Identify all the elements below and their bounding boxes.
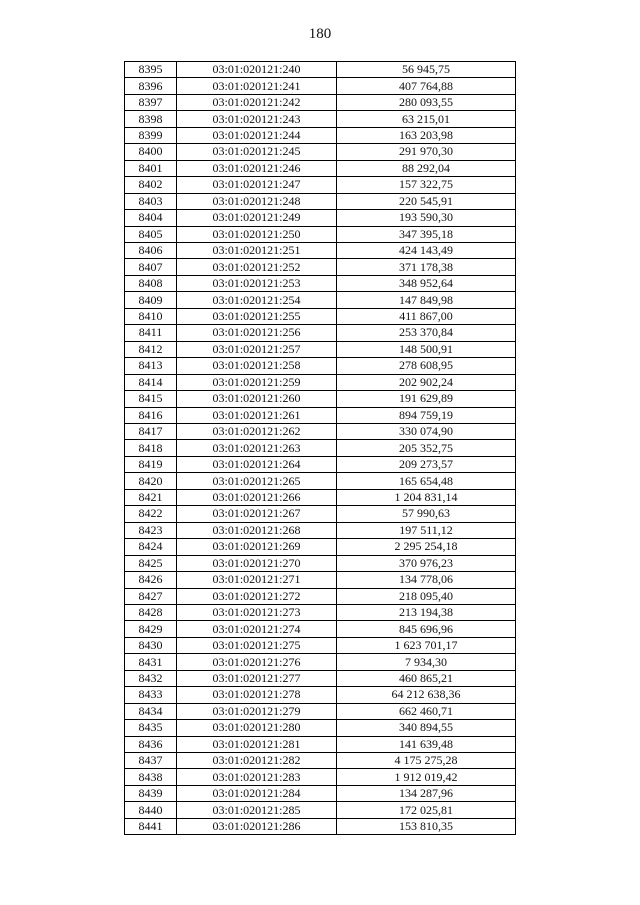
cadastral-number-cell: 03:01:020121:272 <box>177 588 337 604</box>
cadastral-number-cell: 03:01:020121:249 <box>177 210 337 226</box>
table-row <box>125 489 516 505</box>
value-cell: 218 095,40 <box>337 588 516 604</box>
row-number-cell: 8440 <box>125 802 177 818</box>
value-cell: 330 074,90 <box>337 423 516 439</box>
value-cell: 2 295 254,18 <box>337 539 516 555</box>
cadastral-number-cell: 03:01:020121:283 <box>177 769 337 785</box>
table-row <box>125 604 516 620</box>
value-cell: 278 608,95 <box>337 358 516 374</box>
table-row <box>125 193 516 209</box>
table-row <box>125 703 516 719</box>
row-number-cell: 8417 <box>125 423 177 439</box>
table-row <box>125 572 516 588</box>
row-number-cell: 8396 <box>125 78 177 94</box>
table-row <box>125 736 516 752</box>
table-row <box>125 720 516 736</box>
row-number-cell: 8421 <box>125 489 177 505</box>
table-row <box>125 259 516 275</box>
row-number-cell: 8409 <box>125 292 177 308</box>
value-cell: 56 945,75 <box>337 62 516 78</box>
cadastral-number-cell: 03:01:020121:250 <box>177 226 337 242</box>
cadastral-number-cell: 03:01:020121:286 <box>177 818 337 834</box>
row-number-cell: 8412 <box>125 341 177 357</box>
table-row <box>125 78 516 94</box>
table-row <box>125 555 516 571</box>
value-cell: 4 175 275,28 <box>337 753 516 769</box>
table-row <box>125 588 516 604</box>
value-cell: 371 178,38 <box>337 259 516 275</box>
row-number-cell: 8413 <box>125 358 177 374</box>
value-cell: 163 203,98 <box>337 127 516 143</box>
table-row <box>125 177 516 193</box>
value-cell: 411 867,00 <box>337 308 516 324</box>
cadastral-number-cell: 03:01:020121:258 <box>177 358 337 374</box>
table-row <box>125 407 516 423</box>
table-body <box>125 62 516 835</box>
value-cell: 340 894,55 <box>337 720 516 736</box>
row-number-cell: 8424 <box>125 539 177 555</box>
table-row <box>125 358 516 374</box>
row-number-cell: 8436 <box>125 736 177 752</box>
row-number-cell: 8429 <box>125 621 177 637</box>
cadastral-number-cell: 03:01:020121:253 <box>177 275 337 291</box>
cadastral-number-cell: 03:01:020121:273 <box>177 604 337 620</box>
cadastral-number-cell: 03:01:020121:252 <box>177 259 337 275</box>
row-number-cell: 8431 <box>125 654 177 670</box>
cadastral-number-cell: 03:01:020121:285 <box>177 802 337 818</box>
table-row <box>125 325 516 341</box>
value-cell: 662 460,71 <box>337 703 516 719</box>
table-row <box>125 440 516 456</box>
row-number-cell: 8420 <box>125 473 177 489</box>
table-row <box>125 670 516 686</box>
cadastral-number-cell: 03:01:020121:284 <box>177 785 337 801</box>
cadastral-number-cell: 03:01:020121:276 <box>177 654 337 670</box>
cadastral-number-cell: 03:01:020121:267 <box>177 506 337 522</box>
value-cell: 845 696,96 <box>337 621 516 637</box>
value-cell: 348 952,64 <box>337 275 516 291</box>
cadastral-number-cell: 03:01:020121:263 <box>177 440 337 456</box>
value-cell: 894 759,19 <box>337 407 516 423</box>
cadastral-number-cell: 03:01:020121:271 <box>177 572 337 588</box>
row-number-cell: 8437 <box>125 753 177 769</box>
cadastral-number-cell: 03:01:020121:268 <box>177 522 337 538</box>
value-cell: 202 902,24 <box>337 374 516 390</box>
cadastral-number-cell: 03:01:020121:264 <box>177 456 337 472</box>
cadastral-number-cell: 03:01:020121:259 <box>177 374 337 390</box>
value-cell: 205 352,75 <box>337 440 516 456</box>
row-number-cell: 8405 <box>125 226 177 242</box>
row-number-cell: 8426 <box>125 572 177 588</box>
row-number-cell: 8439 <box>125 785 177 801</box>
row-number-cell: 8415 <box>125 391 177 407</box>
value-cell: 370 976,23 <box>337 555 516 571</box>
row-number-cell: 8427 <box>125 588 177 604</box>
row-number-cell: 8411 <box>125 325 177 341</box>
cadastral-number-cell: 03:01:020121:278 <box>177 687 337 703</box>
table-row <box>125 210 516 226</box>
table-row <box>125 456 516 472</box>
table-row <box>125 539 516 555</box>
row-number-cell: 8419 <box>125 456 177 472</box>
row-number-cell: 8399 <box>125 127 177 143</box>
row-number-cell: 8435 <box>125 720 177 736</box>
table-row <box>125 473 516 489</box>
table-row <box>125 391 516 407</box>
row-number-cell: 8408 <box>125 275 177 291</box>
table-row <box>125 753 516 769</box>
cadastral-number-cell: 03:01:020121:240 <box>177 62 337 78</box>
value-cell: 197 511,12 <box>337 522 516 538</box>
cadastral-number-cell: 03:01:020121:241 <box>177 78 337 94</box>
row-number-cell: 8404 <box>125 210 177 226</box>
table-row <box>125 62 516 78</box>
table-row <box>125 637 516 653</box>
cadastral-number-cell: 03:01:020121:243 <box>177 111 337 127</box>
cadastral-number-cell: 03:01:020121:245 <box>177 144 337 160</box>
cadastral-number-cell: 03:01:020121:275 <box>177 637 337 653</box>
value-cell: 460 865,21 <box>337 670 516 686</box>
value-cell: 172 025,81 <box>337 802 516 818</box>
table-row <box>125 687 516 703</box>
table-row <box>125 292 516 308</box>
row-number-cell: 8418 <box>125 440 177 456</box>
table-row <box>125 769 516 785</box>
row-number-cell: 8403 <box>125 193 177 209</box>
cadastral-number-cell: 03:01:020121:279 <box>177 703 337 719</box>
row-number-cell: 8430 <box>125 637 177 653</box>
value-cell: 220 545,91 <box>337 193 516 209</box>
cadastral-number-cell: 03:01:020121:248 <box>177 193 337 209</box>
cadastral-number-cell: 03:01:020121:270 <box>177 555 337 571</box>
value-cell: 191 629,89 <box>337 391 516 407</box>
row-number-cell: 8407 <box>125 259 177 275</box>
value-cell: 1 623 701,17 <box>337 637 516 653</box>
page-number: 180 <box>308 26 332 42</box>
value-cell: 157 322,75 <box>337 177 516 193</box>
row-number-cell: 8438 <box>125 769 177 785</box>
table-row <box>125 654 516 670</box>
table-row <box>125 341 516 357</box>
cadastral-number-cell: 03:01:020121:257 <box>177 341 337 357</box>
cadastral-number-cell: 03:01:020121:265 <box>177 473 337 489</box>
table-row <box>125 818 516 834</box>
table-row <box>125 94 516 110</box>
cadastral-number-cell: 03:01:020121:260 <box>177 391 337 407</box>
value-cell: 193 590,30 <box>337 210 516 226</box>
cadastral-number-cell: 03:01:020121:246 <box>177 160 337 176</box>
table-row <box>125 308 516 324</box>
value-cell: 347 395,18 <box>337 226 516 242</box>
value-cell: 209 273,57 <box>337 456 516 472</box>
value-cell: 64 212 638,36 <box>337 687 516 703</box>
table-row <box>125 111 516 127</box>
row-number-cell: 8410 <box>125 308 177 324</box>
cadastral-number-cell: 03:01:020121:247 <box>177 177 337 193</box>
cadastral-number-cell: 03:01:020121:269 <box>177 539 337 555</box>
row-number-cell: 8402 <box>125 177 177 193</box>
table-row <box>125 621 516 637</box>
row-number-cell: 8397 <box>125 94 177 110</box>
row-number-cell: 8395 <box>125 62 177 78</box>
value-cell: 147 849,98 <box>337 292 516 308</box>
value-cell: 7 934,30 <box>337 654 516 670</box>
row-number-cell: 8425 <box>125 555 177 571</box>
cadastral-number-cell: 03:01:020121:277 <box>177 670 337 686</box>
value-cell: 88 292,04 <box>337 160 516 176</box>
cadastral-number-cell: 03:01:020121:266 <box>177 489 337 505</box>
value-cell: 213 194,38 <box>337 604 516 620</box>
cadastral-number-cell: 03:01:020121:244 <box>177 127 337 143</box>
value-cell: 291 970,30 <box>337 144 516 160</box>
row-number-cell: 8416 <box>125 407 177 423</box>
value-cell: 253 370,84 <box>337 325 516 341</box>
value-cell: 1 204 831,14 <box>337 489 516 505</box>
row-number-cell: 8406 <box>125 242 177 258</box>
cadastral-number-cell: 03:01:020121:255 <box>177 308 337 324</box>
row-number-cell: 8422 <box>125 506 177 522</box>
table-row <box>125 275 516 291</box>
row-number-cell: 8434 <box>125 703 177 719</box>
value-cell: 280 093,55 <box>337 94 516 110</box>
cadastral-number-cell: 03:01:020121:282 <box>177 753 337 769</box>
value-cell: 424 143,49 <box>337 242 516 258</box>
row-number-cell: 8398 <box>125 111 177 127</box>
row-number-cell: 8432 <box>125 670 177 686</box>
row-number-cell: 8401 <box>125 160 177 176</box>
value-cell: 153 810,35 <box>337 818 516 834</box>
cadastral-number-cell: 03:01:020121:254 <box>177 292 337 308</box>
cadastral-number-cell: 03:01:020121:262 <box>177 423 337 439</box>
value-cell: 134 287,96 <box>337 785 516 801</box>
row-number-cell: 8428 <box>125 604 177 620</box>
cadastral-number-cell: 03:01:020121:280 <box>177 720 337 736</box>
cadastral-number-cell: 03:01:020121:251 <box>177 242 337 258</box>
table-row <box>125 144 516 160</box>
row-number-cell: 8441 <box>125 818 177 834</box>
value-cell: 148 500,91 <box>337 341 516 357</box>
table-row <box>125 802 516 818</box>
cadastral-table <box>124 61 516 835</box>
table-row <box>125 127 516 143</box>
value-cell: 407 764,88 <box>337 78 516 94</box>
row-number-cell: 8400 <box>125 144 177 160</box>
table-row <box>125 522 516 538</box>
cadastral-number-cell: 03:01:020121:281 <box>177 736 337 752</box>
value-cell: 141 639,48 <box>337 736 516 752</box>
cadastral-number-cell: 03:01:020121:256 <box>177 325 337 341</box>
row-number-cell: 8414 <box>125 374 177 390</box>
table-row <box>125 506 516 522</box>
cadastral-number-cell: 03:01:020121:242 <box>177 94 337 110</box>
value-cell: 63 215,01 <box>337 111 516 127</box>
value-cell: 1 912 019,42 <box>337 769 516 785</box>
cadastral-number-cell: 03:01:020121:274 <box>177 621 337 637</box>
table-row <box>125 242 516 258</box>
table-row <box>125 226 516 242</box>
value-cell: 165 654,48 <box>337 473 516 489</box>
value-cell: 134 778,06 <box>337 572 516 588</box>
table-row <box>125 423 516 439</box>
row-number-cell: 8423 <box>125 522 177 538</box>
row-number-cell: 8433 <box>125 687 177 703</box>
table-row <box>125 374 516 390</box>
table-row <box>125 785 516 801</box>
cadastral-number-cell: 03:01:020121:261 <box>177 407 337 423</box>
value-cell: 57 990,63 <box>337 506 516 522</box>
table-row <box>125 160 516 176</box>
